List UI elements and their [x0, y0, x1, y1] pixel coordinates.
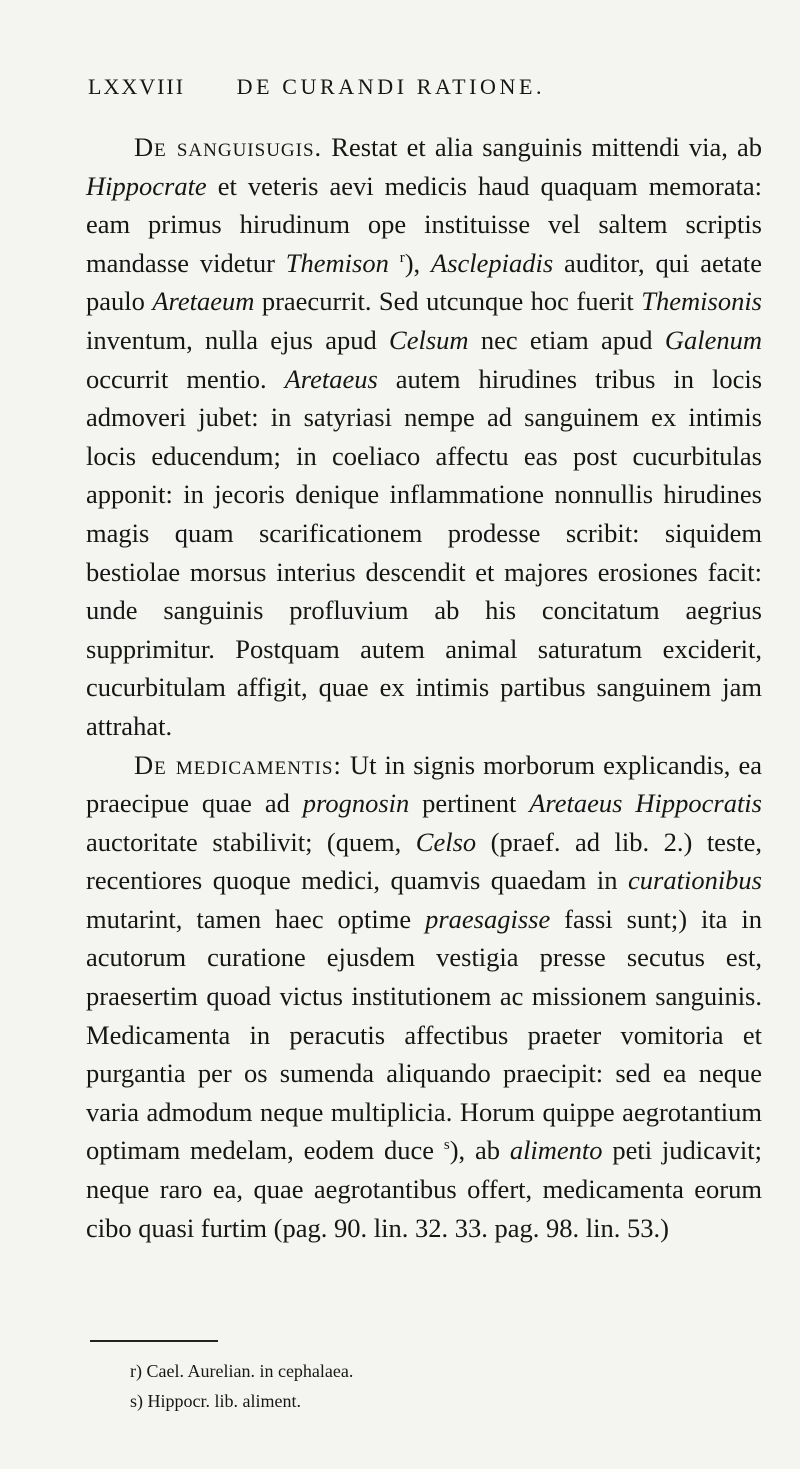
- footnotes: [130, 1356, 353, 1416]
- italic-name: Aretaeus Hippocratis: [529, 788, 762, 819]
- text-run: (praef. ad lib. 2.) teste, recentiores quoque medici, quamvis quaedam in: [86, 826, 763, 896]
- text-run: Ut in signis morborum explicandis, ea praecipue quae ad: [86, 749, 762, 819]
- paragraph-text: [86, 132, 762, 741]
- text-run: autem hirudines tribus in locis admoveri jubet: in satyriasi nempe ad sanguinem ex intimis locis educendum; in coeliaco affectu eas post cucurbitulas apponit: in jecoris denique inflammatione nonnullis hirudines magis quam scarificationem prodesse scribit: siquidem bestiolae morsus interius descendit et majores erosiones facit: unde sanguinis profluvium ab his concitatum aegrius supprimitur. Postquam autem animal saturatum exciderit, cucurbitulam affigit, quae ex intimis partibus sanguinem jam attrahat.: [86, 363, 763, 741]
- text-run: Restat et alia sanguinis mittendi via, ab: [322, 132, 762, 162]
- text-run: et veteris aevi medicis haud quaquam memorata: eam primus hirudinum ope instituisse vel saltem scriptis mandasse videtur: [86, 170, 762, 278]
- text-run: peti judicavit; neque raro ea, quae aegrotantibus offert, medicamenta eorum cibo quasi furtim (pag. 90. lin. 32. 33. pag. 98. lin. 53.): [86, 1135, 763, 1243]
- footnote-ref: r: [399, 249, 405, 266]
- footnote-ref: s: [443, 1137, 450, 1154]
- italic-name: Galenum: [664, 324, 762, 355]
- text-run: pertinent: [409, 788, 530, 819]
- italic-name: Aretaeus: [284, 363, 378, 394]
- italic-name: praesagisse: [425, 903, 551, 934]
- page-number: LXXVIII: [88, 74, 186, 99]
- italic-name: Celsum: [389, 324, 469, 355]
- text-run: inventum, nulla ejus apud: [86, 324, 390, 355]
- section-heading: De sanguisugis.: [134, 132, 323, 162]
- text-run: occurrit mentio.: [86, 363, 285, 394]
- paragraph-text: [86, 750, 762, 1243]
- italic-name: Themison: [285, 247, 389, 278]
- text-run: [389, 248, 400, 278]
- italic-name: curationibus: [628, 865, 762, 896]
- footnote-r: r) Cael. Aurelian. in cephalaea.: [130, 1361, 354, 1381]
- italic-name: prognosin: [302, 788, 410, 819]
- text-run: mutarint, tamen haec optime: [86, 903, 426, 934]
- footnote-s: s) Hippocr. lib. aliment.: [130, 1391, 301, 1411]
- main-text: [86, 128, 762, 1247]
- section-heading: De medicamentis:: [134, 749, 342, 780]
- footnote-rule: [90, 1340, 218, 1342]
- text-run: auctoritate stabilivit; (quem,: [86, 826, 416, 857]
- text-run: praecurrit. Sed utcunque hoc fuerit: [254, 286, 642, 317]
- running-header: [88, 74, 760, 100]
- running-title: DE CURANDI RATIONE.: [236, 74, 546, 99]
- paragraph-medicamentis: [86, 746, 762, 1248]
- text-run: auditor, qui aetate paulo: [86, 247, 763, 317]
- italic-name: Hippocrate: [86, 170, 207, 201]
- text-run: nec etiam apud: [468, 324, 665, 355]
- text-run: ),: [404, 247, 432, 278]
- italic-name: Aretaeum: [152, 286, 255, 317]
- italic-name: Themisonis: [641, 286, 762, 317]
- italic-name: Celso: [415, 826, 477, 857]
- text-run: ), ab: [449, 1135, 510, 1166]
- italic-name: alimento: [509, 1135, 603, 1166]
- text-run: fassi sunt;) ita in acutorum curatione ejusdem vestigia presse secutus est, praesertim quoad victus institutionem ac missionem sanguinis. Medicamenta in peracutis affectibus praeter vomitoria et purgantia per os sumenda aliquando praecipit: sed ea neque varia admodum neque multiplicia. Horum quippe aegrotantium optimam medelam, eodem duce: [86, 903, 762, 1166]
- paragraph-sanguisugis: [86, 128, 762, 746]
- italic-name: Asclepiadis: [431, 247, 554, 278]
